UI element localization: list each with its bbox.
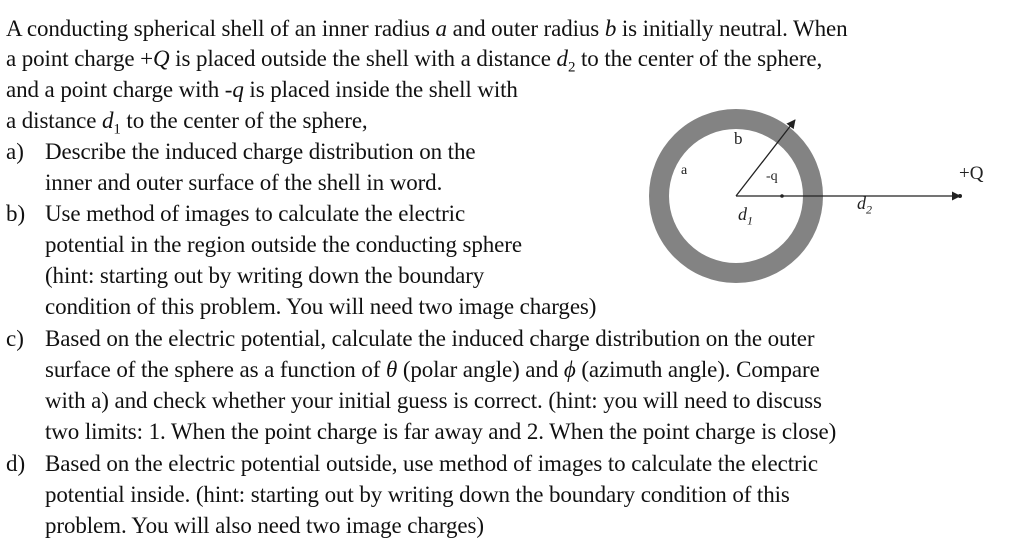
part-c-line-1: Based on the electric potential, calculate the induced charge distribution on the outer: [45, 326, 815, 351]
part-a-line-2: inner and outer surface of the shell in word.: [45, 170, 443, 195]
spherical-shell-figure: [630, 108, 1024, 288]
intro-line-3: and a point charge with -q is placed inside the shell with: [6, 77, 518, 102]
part-d-line-3: problem. You will also need two image charges): [45, 513, 484, 538]
label-a: a: [681, 163, 688, 178]
part-c-line-3: with a) and check whether your initial guess is correct. (hint: you will need to discuss: [45, 388, 822, 413]
part-c-line-2: surface of the sphere as a function of θ (polar angle) and ϕ (azimuth angle). Compare: [45, 357, 820, 382]
label-d2: $d_2$: [857, 193, 872, 217]
label-plus-q: +Q: [959, 163, 984, 184]
part-c-label: c): [6, 326, 24, 351]
part-a-line-1: Describe the induced charge distribution on the: [45, 139, 476, 164]
intro-line-4: a distance $d_1$ to the center of the sphere,: [6, 108, 368, 138]
part-b-line-4: condition of this problem. You will need two image charges): [45, 294, 597, 319]
figure-drawing: [630, 108, 1024, 288]
minus-q-charge: [780, 194, 784, 198]
part-b-label: b): [6, 201, 26, 226]
part-b-line-1: Use method of images to calculate the electric: [45, 201, 466, 226]
intro-line-2: a point charge +Q is placed outside the shell with a distance $d_2$ to the center of the sphere,: [6, 46, 823, 76]
label-d1: $d_1$: [738, 204, 753, 228]
part-a-label: a): [6, 139, 24, 164]
label-b: b: [734, 129, 743, 148]
intro-line-1: A conducting spherical shell of an inner radius a and outer radius b is initially neutral. When: [6, 16, 848, 41]
part-b-line-2: potential in the region outside the conducting sphere: [45, 232, 522, 257]
plus-q-charge: [958, 194, 962, 198]
part-d-label: d): [6, 451, 26, 476]
part-d-line-1: Based on the electric potential outside, use method of images to calculate the electric: [45, 451, 819, 476]
part-c-line-4: two limits: 1. When the point charge is far away and 2. When the point charge is close): [45, 419, 837, 444]
label-minus-q: -q: [766, 169, 778, 184]
part-d-line-2: potential inside. (hint: starting out by writing down the boundary condition of this: [45, 482, 790, 507]
part-b-line-3: (hint: starting out by writing down the boundary: [45, 263, 485, 288]
